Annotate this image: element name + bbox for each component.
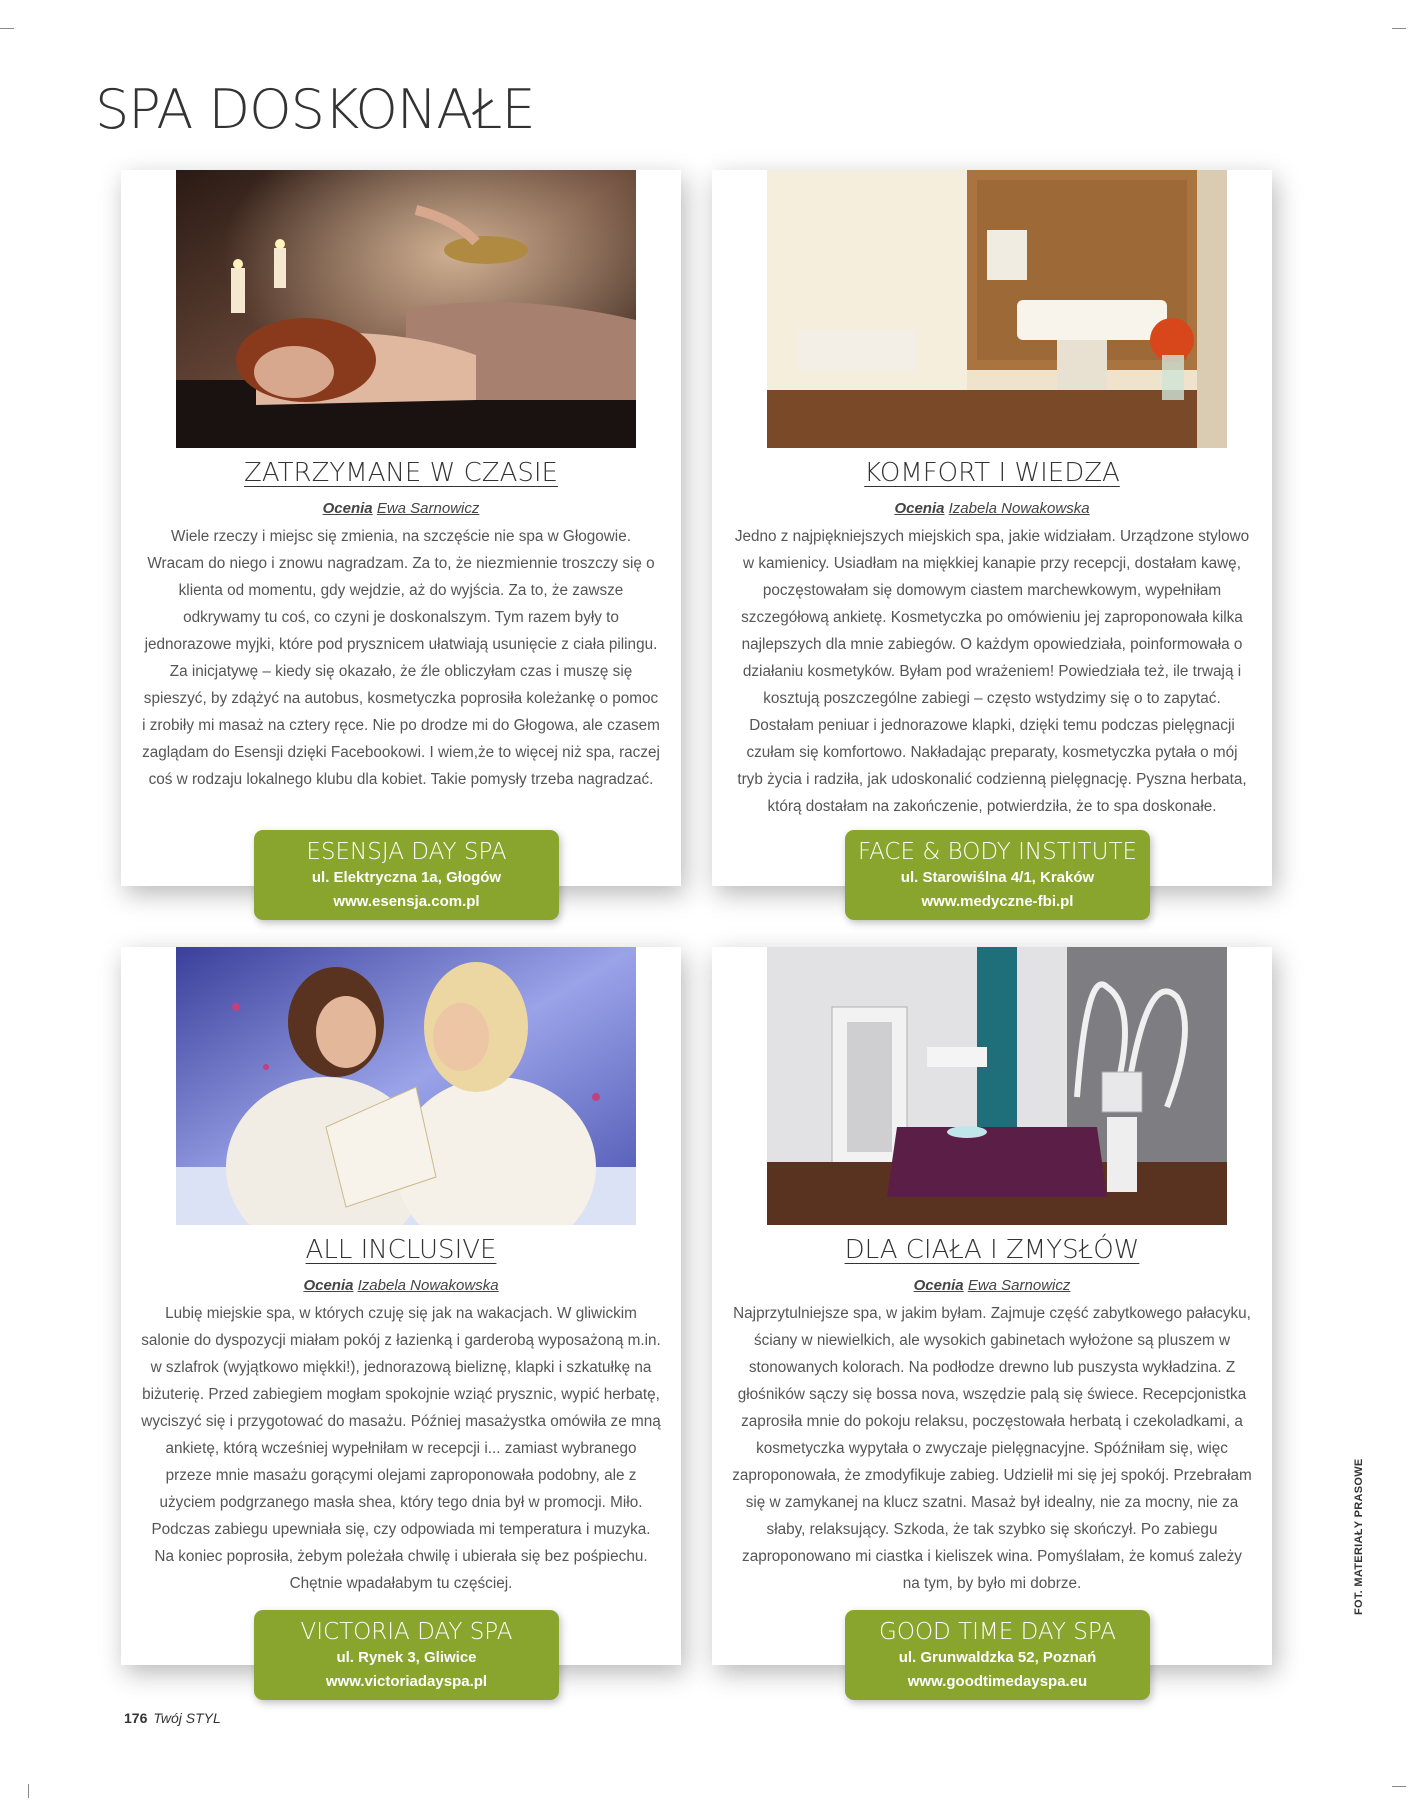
review-text: Wiele rzeczy i miejsc się zmienia, na szczęście nie spa w Głogowie. Wracam do niego i znowu nagradzam. Za to, że niezmiennie troszczy się o klienta od momentu, gdy wejdzie, aż do wyjścia. Za to, że zawsze odkrywamy tu coś, co czyni je doskonalszym. Tym razem były to jednorazowe myjki, które pod prysznicem ułatwiają usunięcie z ciała pilingu. Za inicjatywę – kiedy się okazało, że źle obliczyłam czas i muszę się spieszyć, by zdążyć na autobus, kosmetyczka poprosiła koleżankę o pomoc i zrobiły mi masaż na cztery ręce. Nie po drodze mi do Głogowa, ale czasem zaglądam do Esensji dzięki Facebookowi. I wiem,że to więcej niż spa, raczej coś w rodzaju lokalnego klubu dla kobiet. Takie pomysły trzeba nagradzać. [142, 528, 660, 788]
spa-info-label [254, 830, 559, 920]
crop-mark [1392, 28, 1406, 29]
spa-address: ul. Starowiślna 4/1, Kraków [900, 869, 1095, 886]
spa-name: VICTORIA DAY SPA [300, 1619, 513, 1645]
crop-mark [1392, 1786, 1406, 1787]
reviewer-name: Ewa Sarnowicz [376, 500, 480, 517]
spa-website-link[interactable]: www.esensja.com.pl [333, 893, 480, 910]
page-number: 176 [124, 1710, 148, 1726]
machine-room-photo [767, 947, 1227, 1225]
spa-card-good-time [712, 947, 1272, 1690]
page-title: SPA DOSKONAŁE [95, 78, 535, 141]
byline-label: Ocenia [322, 500, 373, 517]
massage-photo [176, 170, 636, 448]
spa-address: ul. Grunwaldzka 52, Poznań [898, 1649, 1097, 1666]
spa-card-esensja [121, 170, 681, 910]
spa-website-link[interactable]: www.medyczne-fbi.pl [921, 893, 1074, 910]
treatment-room-photo [767, 170, 1227, 448]
byline-label: Ocenia [913, 1277, 964, 1294]
crop-mark [28, 1784, 29, 1798]
card-heading: ALL INCLUSIVE [305, 1235, 497, 1265]
spa-name: ESENSJA DAY SPA [306, 839, 507, 865]
reviewer-name: Izabela Nowakowska [948, 500, 1090, 517]
crop-mark [0, 28, 14, 29]
byline-label: Ocenia [303, 1277, 354, 1294]
reviewer-name: Izabela Nowakowska [357, 1277, 499, 1294]
byline [121, 500, 681, 517]
page-folio [124, 1710, 221, 1726]
spa-address: ul. Elektryczna 1a, Głogów [311, 869, 502, 886]
byline [712, 500, 1272, 517]
two-women-robes-photo [176, 947, 636, 1225]
spa-website-link[interactable]: www.victoriadayspa.pl [325, 1673, 488, 1690]
byline-label: Ocenia [894, 500, 945, 517]
spa-address: ul. Rynek 3, Gliwice [336, 1649, 477, 1666]
card-heading: ZATRZYMANE W CZASIE [244, 458, 558, 488]
reviewer-name: Ewa Sarnowicz [967, 1277, 1071, 1294]
card-heading: DLA CIAŁA I ZMYSŁÓW [844, 1235, 1140, 1265]
byline [121, 1277, 681, 1294]
spa-info-label [254, 1610, 559, 1700]
review-text: Jedno z najpiękniejszych miejskich spa, jakie widziałam. Urządzone stylowo w kamienicy. Usiadłam na miękkiej kanapie przy recepcji, dostałam kawę, poczęstowałam się domowym ciastem marchewkowym, wypełniłam szczegółową ankietę. Kosmetyczka po omówieniu jej zaproponowała kilka najlepszych dla mnie zabiegów. O każdym opowiedziała, poinformowała o działaniu kosmetyków. Byłam pod wrażeniem! Powiedziała też, ile trwają i kosztują poszczególne zabiegi – często wstydzimy się o to zapytać. Dostałam peniuar i jednorazowe klapki, dzięki temu podczas pielęgnacji czułam się komfortowo. Nakładając preparaty, kosmetyczka pytała o mój tryb życia i radziła, jak udoskonalić codzienną pielęgnację. Pyszna herbata, którą dostałam na zakończenie, potwierdziła, że to spa doskonałe. [734, 528, 1250, 815]
spa-name: GOOD TIME DAY SPA [879, 1619, 1116, 1645]
review-text: Lubię miejskie spa, w których czuję się jak na wakacjach. W gliwickim salonie do dyspozycji miałam pokój z łazienką i garderobą wyposażoną m.in. w szlafrok (wyjątkowo miękki!), jednorazową bieliznę, klapki i szkatułkę na biżuterię. Przed zabiegiem mogłam spokojnie wziąć prysznic, wypić herbatę, wyciszyć się i przygotować do masażu. Później masażystka omówiła ze mną ankietę, którą wcześniej wypełniłam w recepcji i... zamiast wybranego przeze mnie masażu gorącymi olejami zaproponowała podobny, ale z użyciem podgrzanego masła shea, który tego dnia był w promocji. Miło. Podczas zabiegu upewniała się, czy odpowiada mi temperatura i muzyka. Na koniec poprosiła, żebym poleżała chwilę i ubierała się bez pośpiechu. Chętnie wpadałabym tu częściej. [141, 1305, 661, 1592]
magazine-name: Twój STYL [153, 1710, 221, 1726]
card-heading: KOMFORT I WIEDZA [864, 458, 1120, 488]
spa-card-victoria [121, 947, 681, 1690]
spa-card-face-body [712, 170, 1272, 910]
spa-website-link[interactable]: www.goodtimedayspa.eu [907, 1673, 1088, 1690]
review-text: Najprzytulniejsze spa, w jakim byłam. Zajmuje część zabytkowego pałacyku, ściany w niewielkich, ale wysokich gabinetach wyłożone są pluszem w stonowanych kolorach. Na podłodze drewno lub puszysta wykładzina. Z głośników sączy się bossa nova, wszędzie palą się świece. Recepcjonistka zaprosiła mnie do pokoju relaksu, poczęstowała herbatą i czekoladkami, a kosmetyczka wypytała o zwyczaje pielęgnacyjne. Spóźniłam się, więc zaproponowała, że zmodyfikuje zabieg. Udzielił mi się jej spokój. Przebrałam się w zamykanej na klucz szatni. Masaż był idealny, nie za mocny, nie za słaby, relaksujący. Szkoda, że tak szybko się skończył. Po zabiegu zaproponowano mi ciastka i kieliszek wina. Pomyślałam, że komuś zależy na tym, by było mi dobrze. [732, 1305, 1252, 1592]
spa-info-label [845, 1610, 1150, 1700]
spa-info-label [845, 830, 1150, 920]
spa-name: FACE & BODY INSTITUTE [857, 839, 1138, 865]
photo-credit: FOT. MATERIAŁY PRASOWE [1353, 1458, 1365, 1615]
byline [712, 1277, 1272, 1294]
